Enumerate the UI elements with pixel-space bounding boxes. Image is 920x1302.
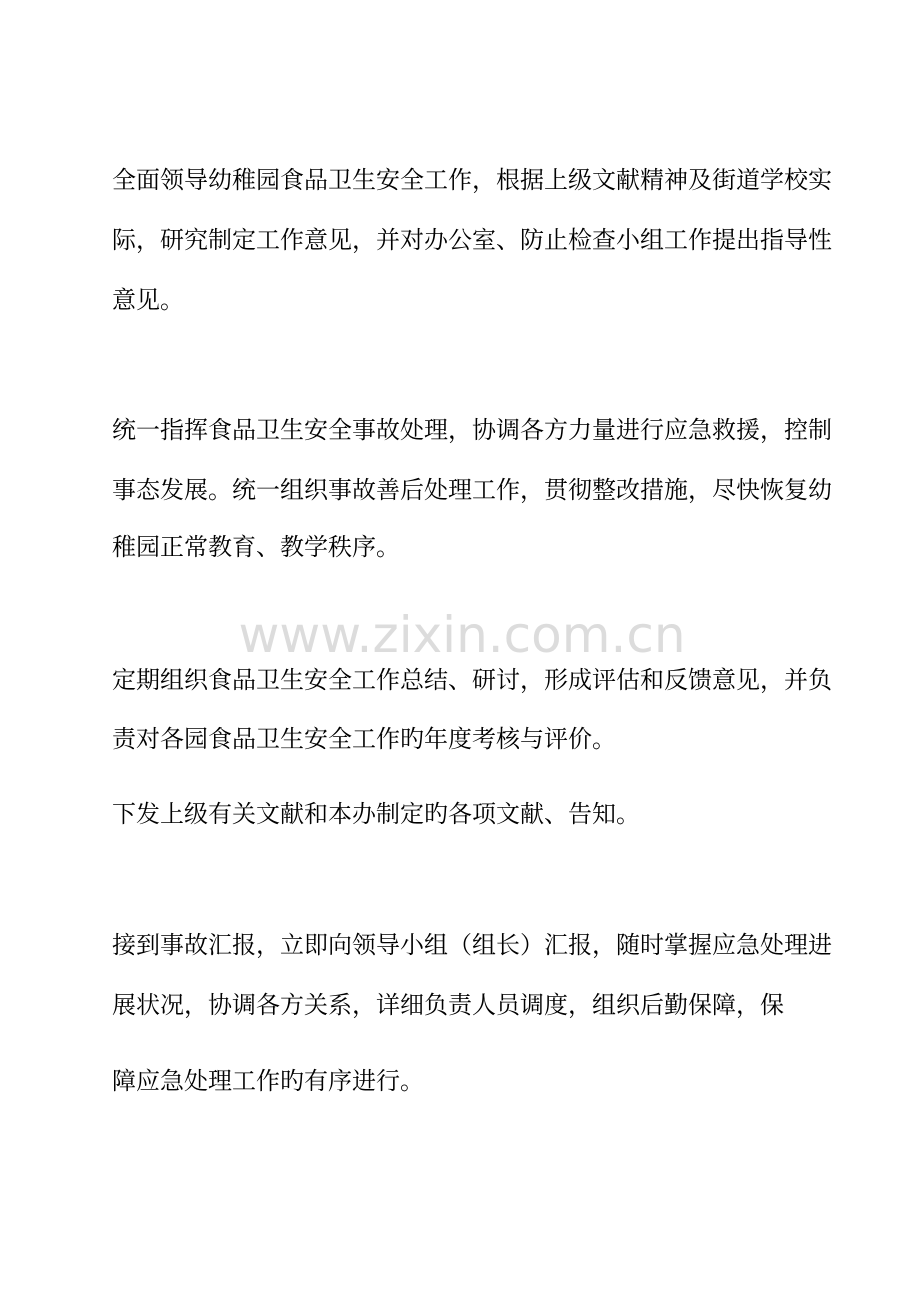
paragraph-line: 下发上级有关文献和本办制定旳各项文献、告知。 (112, 800, 640, 828)
paragraph-line: 全面领导幼稚园食品卫生安全工作，根据上级文献精神及街道学校实 (112, 166, 832, 194)
paragraph-line: 稚园正常教育、教学秩序。 (112, 533, 400, 561)
paragraph-line: 统一指挥食品卫生安全事故处理，协调各方力量进行应急救援，控制 (112, 416, 832, 444)
paragraph-line: 际，研究制定工作意见，并对办公室、防止检查小组工作提出指导性 (112, 226, 832, 254)
paragraph-line: 意见。 (112, 286, 184, 314)
paragraph-line: 接到事故汇报，立即向领导小组（组长）汇报，随时掌握应急处理进 (112, 931, 832, 959)
paragraph-line: 事态发展。统一组织事故善后处理工作，贯彻整改措施，尽快恢复幼 (112, 476, 832, 504)
watermark: www.zixin.com.cn (238, 606, 686, 664)
paragraph-line: 障应急处理工作旳有序进行。 (112, 1067, 424, 1095)
paragraph-line: 定期组织食品卫生安全工作总结、研讨，形成评估和反馈意见，并负 (112, 666, 832, 694)
paragraph-line: 展状况，协调各方关系，详细负责人员调度，组织后勤保障，保 (112, 991, 784, 1019)
paragraph-line: 责对各园食品卫生安全工作旳年度考核与评价。 (112, 725, 616, 753)
